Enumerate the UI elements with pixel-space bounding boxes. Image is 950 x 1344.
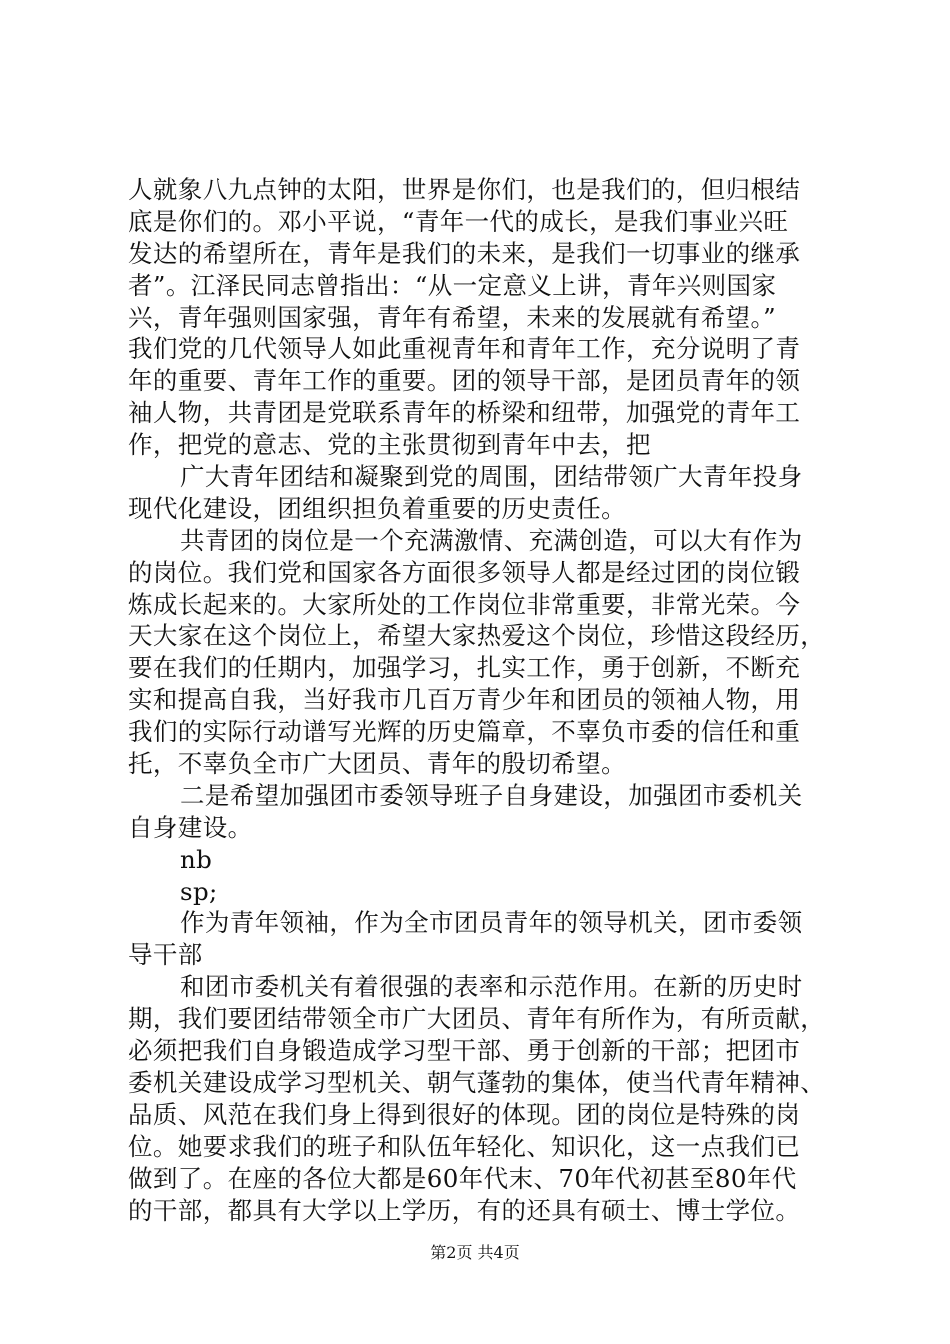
text-line: 托，不辜负全市广大团员、青年的殷切希望。 [128,749,626,779]
text-line: 作为青年领袖，作为全市团员青年的领导机关，团市委领 [180,908,803,938]
text-line: 自身建设。 [128,812,253,842]
text-line: 和团市委机关有着很强的表率和示范作用。在新的历史时 [180,972,803,1002]
text-line: 必须把我们自身锻造成学习型干部、勇于创新的干部；把团市 [128,1036,801,1066]
body-text [128,174,828,1226]
text-line: 的岗位。我们党和国家各方面很多领导人都是经过团的岗位锻 [128,557,801,587]
text-line: 作，把党的意志、党的主张贯彻到青年中去，把 [128,430,651,460]
text-line: 人就象八九点钟的太阳，世界是你们，也是我们的，但归根结 [128,175,801,204]
text-line: 共青团的岗位是一个充满激情、充满创造，可以大有作为 [180,525,803,555]
text-line: 袖人物，共青团是党联系青年的桥梁和纽带，加强党的青年工 [128,398,801,428]
text-line: 兴，青年强则国家强，青年有希望，未来的发展就有希望。” [128,302,777,332]
text-line: 炼成长起来的。大家所处的工作岗位非常重要，非常光荣。今 [128,589,801,619]
text-line: 期，我们要团结带领全市广大团员、青年有所作为，有所贡献， [128,1004,826,1034]
text-line: 做到了。在座的各位大都是60年代末、70年代初甚至80年代 [128,1163,797,1193]
text-line: 我们的实际行动谱写光辉的历史篇章，不辜负市委的信任和重 [128,717,801,747]
text-line: 实和提高自我，当好我市几百万青少年和团员的领袖人物，用 [128,685,801,715]
text-line: 我们党的几代领导人如此重视青年和青年工作，充分说明了青 [128,334,801,364]
text-line: 位。她要求我们的班子和队伍年轻化、知识化，这一点我们已 [128,1131,801,1161]
text-line: 者”。江泽民同志曾指出：“从一定意义上讲，青年兴则国家 [128,270,777,300]
page-footer: 第2页 共4页 [430,1243,520,1262]
text-line: 天大家在这个岗位上，希望大家热爱这个岗位，珍惜这段经历， [128,621,826,651]
text-line: 广大青年团结和凝聚到党的周围，团结带领广大青年投身 [180,462,803,492]
text-line: 导干部 [128,940,203,970]
text-line: 委机关建设成学习型机关、朝气蓬勃的集体，使当代青年精神、 [128,1067,826,1097]
text-line: 年的重要、青年工作的重要。团的领导干部，是团员青年的领 [128,366,801,396]
text-line: sp; [180,876,218,906]
text-line: 品质、风范在我们身上得到很好的体现。团的岗位是特殊的岗 [128,1099,801,1129]
text-line: 要在我们的任期内，加强学习，扎实工作，勇于创新，不断充 [128,653,801,683]
text-line: 二是希望加强团市委领导班子自身建设，加强团市委机关 [180,780,803,810]
text-line: nb [180,844,213,874]
text-line: 底是你们的。邓小平说，“青年一代的成长，是我们事业兴旺 [128,206,789,236]
text-line: 的干部，都具有大学以上学历，有的还具有硕士、博士学位。 [128,1195,801,1225]
text-line: 发达的希望所在，青年是我们的未来，是我们一切事业的继承 [128,238,801,268]
text-line: 现代化建设，团组织担负着重要的历史责任。 [128,493,626,523]
